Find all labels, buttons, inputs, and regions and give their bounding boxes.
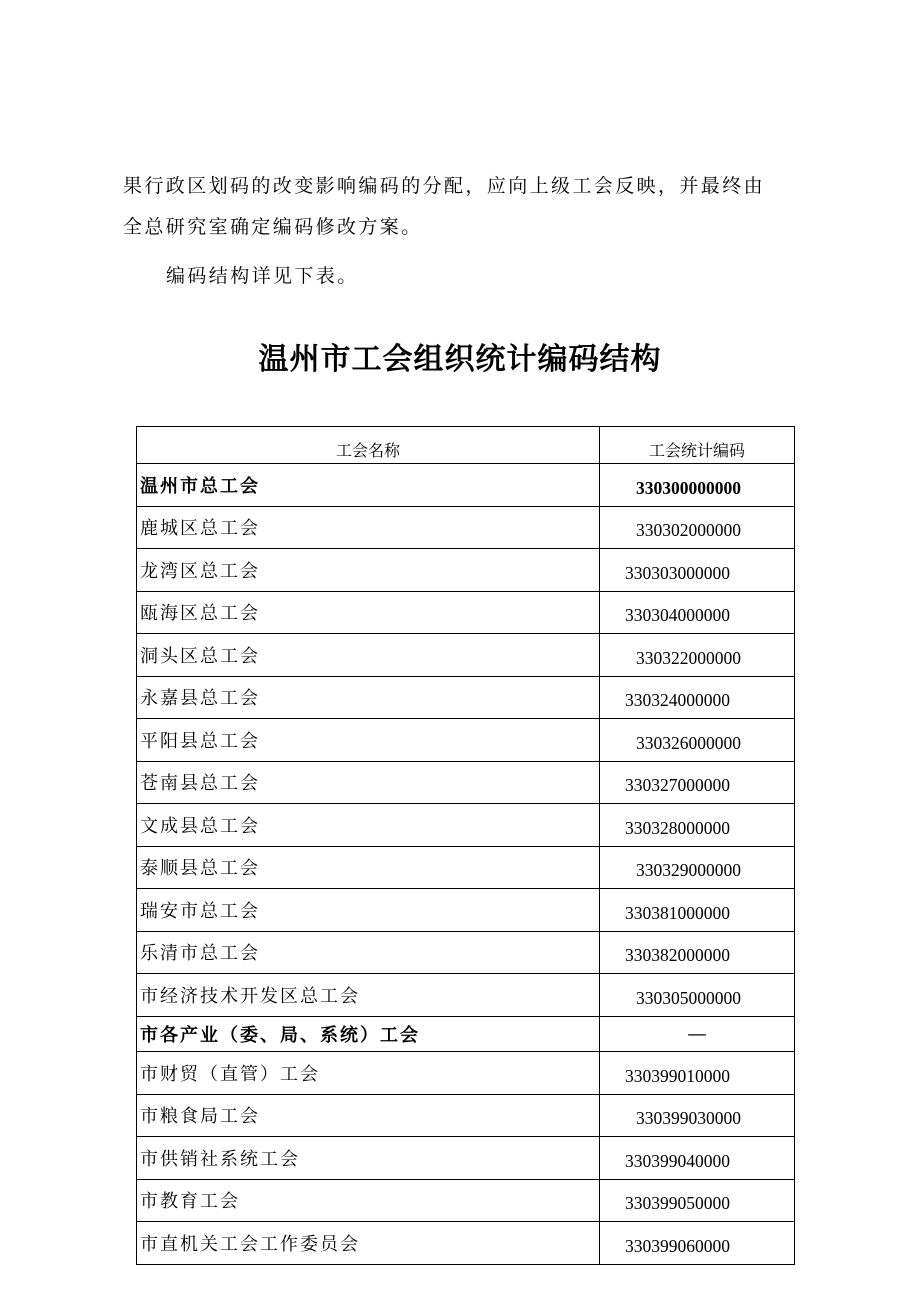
table-row [137, 1137, 795, 1180]
union-code-cell: 330382000000 [600, 931, 795, 974]
table-row [137, 1094, 795, 1137]
union-code-cell: 330399030000 [600, 1094, 795, 1137]
union-name-cell: 乐清市总工会 [137, 931, 600, 974]
union-code-cell: 330326000000 [600, 719, 795, 762]
union-code-cell: 330399010000 [600, 1052, 795, 1095]
union-name-cell: 市供销社系统工会 [137, 1137, 600, 1180]
union-name-cell: 瑞安市总工会 [137, 889, 600, 932]
union-name-cell: 市教育工会 [137, 1179, 600, 1222]
table-row [137, 889, 795, 932]
union-name-cell: 市直机关工会工作委员会 [137, 1222, 600, 1265]
union-code-cell: 330305000000 [600, 974, 795, 1017]
union-name-cell: 苍南县总工会 [137, 761, 600, 804]
paragraph-line-2: 全总研究室确定编码修改方案。 [123, 216, 423, 238]
table-intro-paragraph: 编码结构详见下表。 [166, 265, 359, 287]
union-code-table [136, 426, 795, 1265]
union-code-cell: 330322000000 [600, 634, 795, 677]
union-code-cell: 330328000000 [600, 804, 795, 847]
union-name-cell: 市各产业（委、局、系统）工会 [137, 1016, 600, 1052]
header-union-name: 工会名称 [137, 427, 600, 464]
paragraph-line-1: 果行政区划码的改变影响编码的分配，应向上级工会反映，并最终由 [123, 175, 766, 197]
union-code-cell: 330302000000 [600, 506, 795, 549]
union-code-cell: 330304000000 [600, 591, 795, 634]
header-union-code: 工会统计编码 [600, 427, 795, 464]
union-name-cell: 平阳县总工会 [137, 719, 600, 762]
table-row [137, 761, 795, 804]
table-row [137, 591, 795, 634]
union-code-cell: 330399060000 [600, 1222, 795, 1265]
union-code-cell: 330303000000 [600, 549, 795, 592]
table-row [137, 719, 795, 762]
table-row [137, 804, 795, 847]
union-name-cell: 永嘉县总工会 [137, 676, 600, 719]
union-name-cell: 泰顺县总工会 [137, 846, 600, 889]
union-code-cell: 330399040000 [600, 1137, 795, 1180]
table-row [137, 549, 795, 592]
table-row [137, 506, 795, 549]
table-row [137, 1052, 795, 1095]
union-code-cell: — [600, 1016, 795, 1052]
union-name-cell: 瓯海区总工会 [137, 591, 600, 634]
table-row [137, 1222, 795, 1265]
body-paragraph [123, 166, 823, 248]
union-name-cell: 洞头区总工会 [137, 634, 600, 677]
union-code-cell: 330399050000 [600, 1179, 795, 1222]
table-row [137, 676, 795, 719]
table-row [137, 1016, 795, 1052]
table-row [137, 931, 795, 974]
table-row [137, 634, 795, 677]
table-header-row [137, 427, 795, 464]
union-code-cell: 330381000000 [600, 889, 795, 932]
union-name-cell: 鹿城区总工会 [137, 506, 600, 549]
table-row [137, 974, 795, 1017]
union-code-cell: 330300000000 [600, 464, 795, 507]
union-name-cell: 市财贸（直管）工会 [137, 1052, 600, 1095]
table-title: 温州市工会组织统计编码结构 [258, 342, 662, 377]
table-row [137, 1179, 795, 1222]
union-name-cell: 市经济技术开发区总工会 [137, 974, 600, 1017]
union-name-cell: 龙湾区总工会 [137, 549, 600, 592]
union-code-cell: 330324000000 [600, 676, 795, 719]
union-name-cell: 温州市总工会 [137, 464, 600, 507]
table-row [137, 846, 795, 889]
union-code-cell: 330327000000 [600, 761, 795, 804]
union-name-cell: 文成县总工会 [137, 804, 600, 847]
union-name-cell: 市粮食局工会 [137, 1094, 600, 1137]
union-code-cell: 330329000000 [600, 846, 795, 889]
table-row [137, 464, 795, 507]
